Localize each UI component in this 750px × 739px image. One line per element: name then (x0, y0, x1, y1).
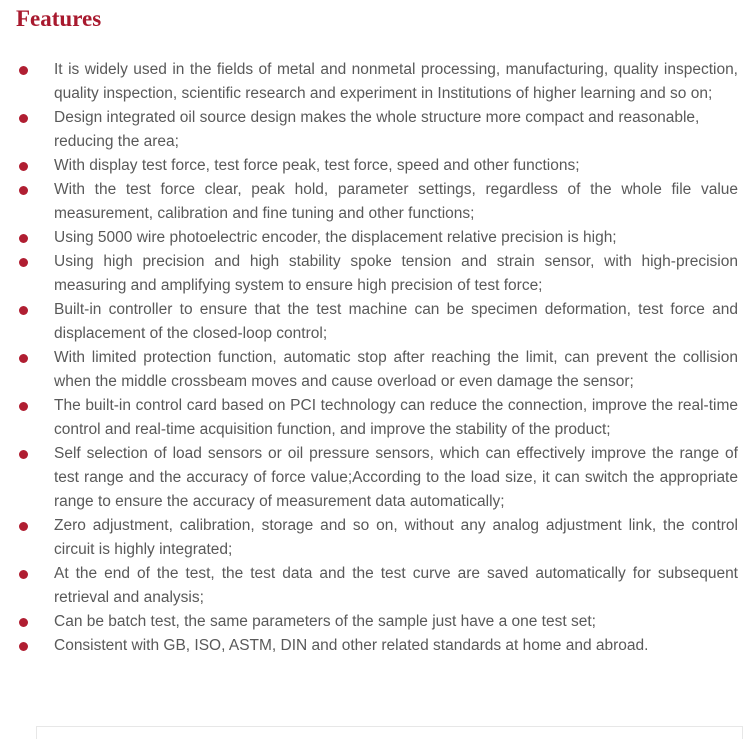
feature-item (0, 250, 750, 298)
feature-item (0, 226, 750, 250)
bullet-icon (19, 234, 28, 243)
feature-item (0, 442, 750, 514)
feature-text: Zero adjustment, calibration, storage and so on, without any analog adjustment link, the control circuit is highly integrated; (54, 517, 738, 558)
feature-item (0, 562, 750, 610)
bullet-icon (19, 522, 28, 531)
bullet-icon (19, 114, 28, 123)
feature-item (0, 394, 750, 442)
bullet-icon (19, 642, 28, 651)
feature-item (0, 106, 750, 154)
feature-item (0, 514, 750, 562)
feature-text: Design integrated oil source design makes the whole structure more compact and reasonable, reducing the area; (54, 109, 700, 150)
feature-item (0, 178, 750, 226)
feature-item (0, 634, 750, 658)
feature-item (0, 58, 750, 106)
page-title: Features (16, 6, 102, 31)
feature-text: At the end of the test, the test data and the test curve are saved automatically for subsequent retrieval and analysis; (54, 565, 738, 606)
feature-text: With limited protection function, automatic stop after reaching the limit, can prevent the collision when the middle crossbeam moves and cause overload or even damage the sensor; (54, 349, 738, 390)
feature-text: Built-in controller to ensure that the test machine can be specimen deformation, test force and displacement of the closed-loop control; (54, 301, 738, 342)
feature-text: Using 5000 wire photoelectric encoder, the displacement relative precision is high; (54, 229, 617, 246)
feature-text: Consistent with GB, ISO, ASTM, DIN and other related standards at home and abroad. (54, 637, 649, 654)
bullet-icon (19, 186, 28, 195)
feature-item (0, 154, 750, 178)
bullet-icon (19, 618, 28, 627)
bullet-icon (19, 450, 28, 459)
feature-text: With display test force, test force peak, test force, speed and other functions; (54, 157, 580, 174)
feature-text: Using high precision and high stability spoke tension and strain sensor, with high-precision measuring and amplifying system to ensure high precision of test force; (54, 253, 738, 294)
feature-list (0, 58, 750, 658)
bullet-icon (19, 570, 28, 579)
bullet-icon (19, 306, 28, 315)
feature-item (0, 298, 750, 346)
feature-text: It is widely used in the fields of metal and nonmetal processing, manufacturing, quality inspection, quality inspection, scientific research and experiment in Institutions of higher learning and so on; (54, 61, 738, 102)
bullet-icon (19, 66, 28, 75)
bullet-icon (19, 402, 28, 411)
bullet-icon (19, 258, 28, 267)
feature-text: Can be batch test, the same parameters of the sample just have a one test set; (54, 613, 596, 630)
bullet-icon (19, 354, 28, 363)
feature-text: The built-in control card based on PCI technology can reduce the connection, improve the real-time control and real-time acquisition function, and improve the stability of the product; (54, 397, 738, 438)
feature-text: With the test force clear, peak hold, parameter settings, regardless of the whole file value measurement, calibration and fine tuning and other functions; (54, 181, 738, 222)
bullet-icon (19, 162, 28, 171)
cropped-table-top-edge (36, 726, 743, 739)
feature-text: Self selection of load sensors or oil pressure sensors, which can effectively improve the range of test range and the accuracy of force value;According to the load size, it can switch the appropriate range to ensure the accuracy of measurement data automatically; (54, 445, 738, 510)
feature-item (0, 610, 750, 634)
feature-item (0, 346, 750, 394)
